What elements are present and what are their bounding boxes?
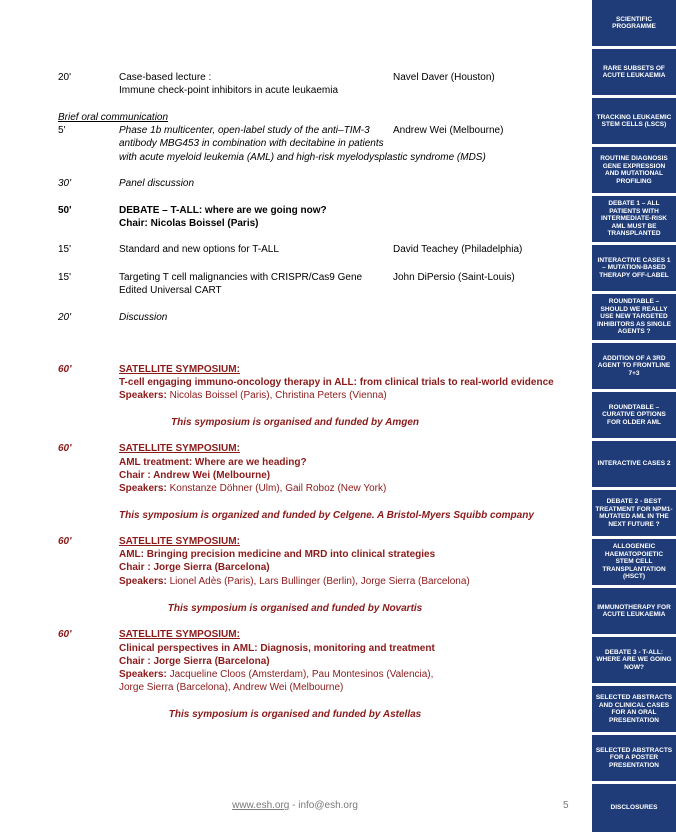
session-title: Targeting T cell malignancies with CRISPR/Cas9 Gene <box>119 272 363 283</box>
symposium-label: SATELLITE SYMPOSIUM: <box>119 364 240 375</box>
nav-debate-1[interactable]: DEBATE 1 – ALL PATIENTS WITH INTERMEDIATE-RISK AML MUST BE TRANSPLANTED <box>592 196 676 242</box>
nav-immunotherapy[interactable]: IMMUNOTHERAPY FOR ACUTE LEUKAEMIA <box>592 588 676 634</box>
duration: 20' <box>58 72 72 83</box>
session-title-line2: Immune check-point inhibitors in acute leukaemia <box>119 85 338 96</box>
symposium-speakers: Speakers: Nicolas Boissel (Paris), Christina Peters (Vienna) <box>119 390 387 401</box>
nav-debate-2[interactable]: DEBATE 2 - BEST TREATMENT FOR NPM1-MUTATED AML IN THE NEXT FUTURE ? <box>592 490 676 536</box>
symposium-funding: This symposium is organised and funded by Astellas <box>168 709 422 720</box>
symposium-title: Clinical perspectives in AML: Diagnosis, monitoring and treatment <box>119 643 435 654</box>
symposium-title: T-cell engaging immuno-oncology therapy in ALL: from clinical trials to real-world evidence <box>119 377 554 388</box>
symposium-funding: This symposium is organised and funded by Novartis <box>167 603 423 614</box>
symposium-chair: Chair : Jorge Sierra (Barcelona) <box>119 656 270 667</box>
symposium-label: SATELLITE SYMPOSIUM: <box>119 629 240 640</box>
symposium-chair: Chair : Andrew Wei (Melbourne) <box>119 470 271 481</box>
duration: 20' <box>58 312 72 323</box>
speaker: John DiPersio (Saint-Louis) <box>393 272 515 283</box>
duration: 15' <box>58 244 72 255</box>
nav-interactive-cases-1[interactable]: INTERACTIVE CASES 1 – MUTATION-BASED THERAPY OFF-LABEL <box>592 245 676 291</box>
symposium-speakers: Speakers: Lionel Adès (Paris), Lars Bullinger (Berlin), Jorge Sierra (Barcelona) <box>119 576 470 587</box>
symposium-funding: This symposium is organised and funded by Amgen <box>171 417 419 428</box>
speaker: Andrew Wei (Melbourne) <box>393 125 504 136</box>
duration: 15' <box>58 272 72 283</box>
symposium-speakers: Speakers: Jacqueline Cloos (Amsterdam), Pau Montesinos (Valencia), <box>119 669 434 680</box>
footer-separator: - <box>289 800 299 811</box>
session-title: Panel discussion <box>119 178 195 189</box>
nav-interactive-cases-2[interactable]: INTERACTIVE CASES 2 <box>592 441 676 487</box>
nav-roundtable-older-aml[interactable]: ROUNDTABLE – CURATIVE OPTIONS FOR OLDER AML <box>592 392 676 438</box>
symposium-duration: 60' <box>58 536 72 547</box>
website-link[interactable]: www.esh.org <box>232 800 290 811</box>
symposium-duration: 60' <box>58 443 72 454</box>
session-title-line2: Edited Universal CART <box>119 285 222 296</box>
page-number: 5 <box>563 800 569 811</box>
symposium-title: AML treatment: Where are we heading? <box>119 457 307 468</box>
email-address[interactable]: info@esh.org <box>298 800 358 811</box>
symposium-speakers-line2: Jorge Sierra (Barcelona), Andrew Wei (Melbourne) <box>119 682 344 693</box>
sidebar-nav <box>592 0 676 832</box>
footer <box>0 800 590 811</box>
nav-addition-3rd-agent[interactable]: ADDITION OF A 3RD AGENT TO FRONTLINE 7+3 <box>592 343 676 389</box>
symposium-label: SATELLITE SYMPOSIUM: <box>119 536 240 547</box>
session-title: Standard and new options for T-ALL <box>119 244 279 255</box>
session-title: Case-based lecture : <box>119 72 212 83</box>
debate-chair: Chair: Nicolas Boissel (Paris) <box>119 218 259 229</box>
nav-debate-3[interactable]: DEBATE 3 - T-ALL: WHERE ARE WE GOING NOW? <box>592 637 676 683</box>
nav-disclosures[interactable]: DISCLOSURES <box>592 784 676 832</box>
abstract-title-line3: with acute myeloid leukemia (AML) and high-risk myelodysplastic syndrome (MDS) <box>119 152 486 163</box>
nav-tracking-lscs[interactable]: TRACKING LEUKAEMIC STEM CELLS (LSCS) <box>592 98 676 144</box>
duration: 30' <box>58 178 72 189</box>
duration: 5' <box>58 125 66 136</box>
speaker: Navel Daver (Houston) <box>393 72 495 83</box>
symposium-funding: This symposium is organized and funded by Celgene. A Bristol-Myers Squibb company <box>119 510 534 521</box>
symposium-speakers: Speakers: Konstanze Döhner (Ulm), Gail Roboz (New York) <box>119 483 387 494</box>
section-heading: Brief oral communication <box>58 112 169 123</box>
symposium-label: SATELLITE SYMPOSIUM: <box>119 443 240 454</box>
session-title: Discussion <box>119 312 168 323</box>
symposium-title: AML: Bringing precision medicine and MRD into clinical strategies <box>119 549 436 560</box>
abstract-title: Phase 1b multicenter, open-label study of the anti–TIM-3 <box>119 125 370 136</box>
abstract-title-line2: antibody MBG453 in combination with decitabine in patients <box>119 138 384 149</box>
nav-allogeneic-hsct[interactable]: ALLOGENEIC HAEMATOPOIETIC STEM CELL TRANSPLANTATION (HSCT) <box>592 539 676 585</box>
nav-poster-abstracts[interactable]: SELECTED ABSTRACTS FOR A POSTER PRESENTATION <box>592 735 676 781</box>
nav-oral-abstracts[interactable]: SELECTED ABSTRACTS AND CLINICAL CASES FOR AN ORAL PRESENTATION <box>592 686 676 732</box>
nav-rare-subsets[interactable]: RARE SUBSETS OF ACUTE LEUKAEMIA <box>592 49 676 95</box>
symposium-duration: 60' <box>58 629 72 640</box>
symposium-duration: 60' <box>58 364 72 375</box>
nav-routine-diagnosis[interactable]: ROUTINE DIAGNOSIS GENE EXPRESSION AND MUTATIONAL PROFILING <box>592 147 676 193</box>
debate-title: DEBATE – T-ALL: where are we going now? <box>119 205 327 216</box>
nav-scientific-programme[interactable]: SCIENTIFIC PROGRAMME <box>592 0 676 46</box>
duration: 50' <box>58 205 72 216</box>
nav-roundtable-targeted-inhibitors[interactable]: ROUNDTABLE – SHOULD WE REALLY USE NEW TARGETED INHIBITORS AS SINGLE AGENTS ? <box>592 294 676 340</box>
speaker: David Teachey (Philadelphia) <box>393 244 523 255</box>
symposium-chair: Chair : Jorge Sierra (Barcelona) <box>119 562 270 573</box>
